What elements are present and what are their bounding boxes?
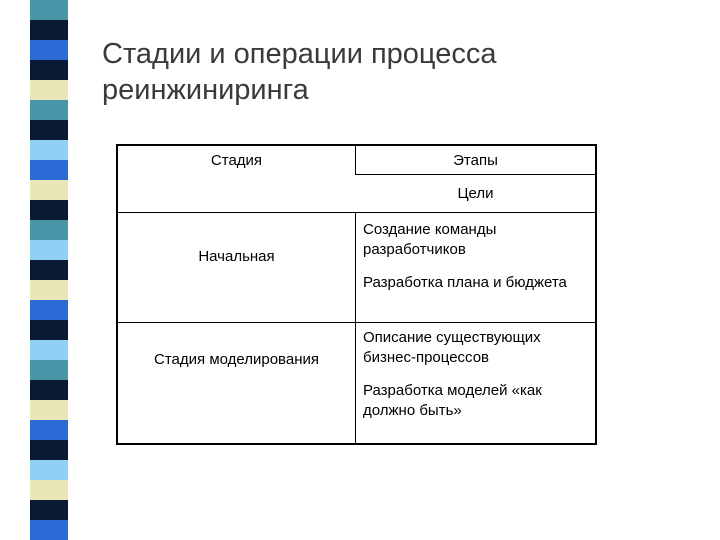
row-1-step-1: Создание команды разработчиков — [363, 221, 497, 258]
header-goals: Цели — [457, 185, 494, 202]
row-2-step-2: Разработка моделей «как должно быть» — [363, 382, 542, 419]
slide-title: Стадии и операции процесса реинжиниринга — [102, 38, 497, 106]
goals-row-divider — [116, 212, 596, 213]
header-stage: Стадия — [210, 152, 263, 169]
row-2-step-1: Описание существующих бизнес-процессов — [363, 329, 541, 366]
row-1-stage: Начальная — [198, 248, 275, 265]
table-border-left — [116, 144, 118, 445]
header-steps: Этапы — [453, 152, 498, 169]
column-divider-lower — [355, 212, 356, 444]
row-2-stage: Стадия моделирования — [154, 351, 319, 368]
row-1-step-2: Разработка плана и бюджета — [363, 274, 567, 291]
header-row-divider — [355, 174, 596, 175]
table-border-top — [116, 144, 597, 146]
table-border-bottom — [116, 443, 597, 445]
row-divider — [116, 322, 596, 323]
table-border-right — [595, 144, 597, 445]
